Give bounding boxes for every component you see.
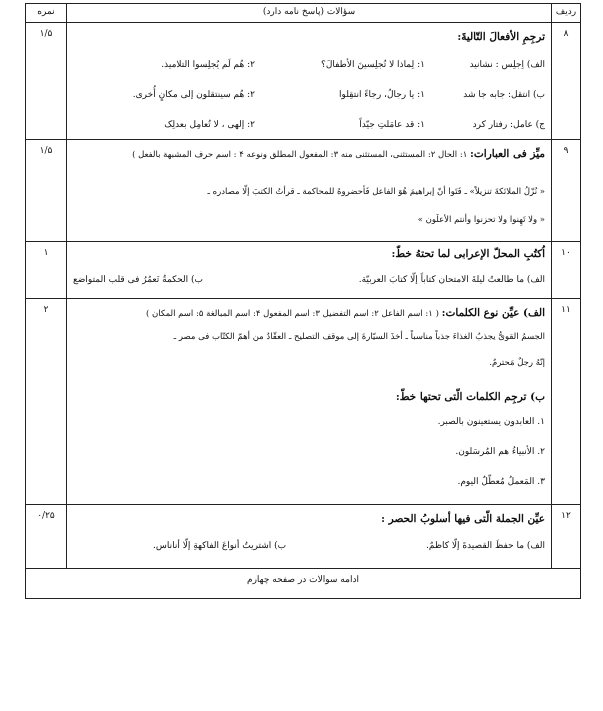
q10-option-b: ب) الحکمةُ تَعمُرُ فی قلب المتواضع <box>73 275 204 285</box>
q8-row-c <box>73 120 545 130</box>
q8-b-label: ب) انتقل: جابه جا شد <box>463 90 545 100</box>
q11-line-1: الجسمُ القویُّ یجذبُ الغذاءَ جذباً مناسباً ـ أخذَ السیّارةَ إلی موقف التصلیح ـ العقّادُ من أهمّ الکتّاب فی مصر ـ <box>173 332 545 342</box>
question-score: ۱/۵ <box>39 146 53 156</box>
q8-b-item1: ۱: یا رجالُ، رجاءً انتقِلوا <box>339 90 425 100</box>
q11-instructions: ( ۱: اسم الفاعل ۲: اسم التفضیل ۳: اسم المفعول ۴: اسم المبالغة ۵: اسم المکان ) <box>146 309 439 319</box>
question-number: ۱۱ <box>561 305 571 315</box>
question-title: الف) عیِّن نوع الکلمات: <box>441 307 545 319</box>
question-score: ۱/۵ <box>39 29 53 39</box>
questions-header: سؤالات (پاسخ نامه دارد) <box>262 7 356 17</box>
row-header: ردیف <box>555 7 577 17</box>
q12-option-b: ب) اشتریتُ أنواعَ الفاکهةِ إلّا أناناس. <box>153 541 287 551</box>
score-header: نمره <box>37 7 55 17</box>
question-9 <box>26 140 580 242</box>
question-number: ۱۰ <box>561 248 571 258</box>
question-score: ۲ <box>43 305 49 315</box>
q11-title-b: ب) ترجِم الکلمات الّتی تحتها خطّ: <box>395 391 545 403</box>
q8-c-item1: ۱: قد عامَلتِ جیّداً <box>359 120 425 130</box>
question-score: ۰/۲۵ <box>37 511 55 521</box>
question-title: میِّز فی العبارات: <box>470 148 545 160</box>
q12-options <box>73 541 545 551</box>
question-title: اُکتُبِ المحلّ الإعرابی لما تحتهُ خطّ: <box>391 248 545 260</box>
q8-a-label: الف) اِجلِس : نشانید <box>469 60 545 70</box>
q8-c-label: ج) عامل: رفتار کرد <box>472 120 545 130</box>
q10-options <box>73 275 545 285</box>
q9-line-2: « ولا تَهِنوا ولا تحزنوا وأنتم الأعلَون » <box>417 215 545 225</box>
q8-a-item2: ۲: هُم لَم یُجلِسوا التلامیذ. <box>161 60 255 70</box>
q8-a-item1: ۱: لِماذا لا تُجلِسینَ الأطفالَ؟ <box>321 60 425 70</box>
question-number: ۸ <box>563 29 569 39</box>
q10-option-a: الف) ما طالعتُ لیلةَ الامتحان کتاباً إلّا کتابَ العربیّة. <box>358 275 545 285</box>
continuation-note: ادامه سوالات در صفحه چهارم <box>247 575 359 585</box>
question-body <box>67 299 551 504</box>
q9-title-line <box>73 148 545 160</box>
q11-title-line <box>73 307 545 319</box>
q8-c-item2: ۲: إلهی ، لا تُعامِل بعدلِک <box>164 120 255 130</box>
q9-line-1: « نُزّلُ الملائکةَ تنزیلاً» ـ فَتَوا أنّ إبراهیمَ هُوَ الفاعل فَأحضروهُ للمحاکمة ـ قرأتُ الکتبَ إلّا مصادره ـ <box>207 187 545 197</box>
question-11 <box>26 299 580 505</box>
q11-line-2: إنّهُ رجلٌ مَحترمٌ. <box>489 358 545 368</box>
q8-b-item2: ۲: هُم سینتقلون إلی مکانٍ أُخری. <box>132 90 255 100</box>
question-number: ۱۲ <box>561 511 571 521</box>
footer-row <box>26 569 580 599</box>
question-body <box>67 140 551 241</box>
question-body <box>67 242 551 298</box>
q11-b-item-3: ۳. المَعملُ مُعطّلٌ الیوم. <box>457 477 545 487</box>
q8-row-b <box>73 90 545 100</box>
question-12 <box>26 505 580 569</box>
question-body <box>67 23 551 139</box>
header-row <box>26 4 580 23</box>
question-score: ۱ <box>43 248 49 258</box>
question-body <box>67 505 551 568</box>
q8-row-a <box>73 60 545 70</box>
q11-b-item-1: ۱. العابدون یستعینون بالصبر. <box>437 417 545 427</box>
question-10 <box>26 242 580 299</box>
q12-option-a: الف) ما حفظَ القصیدةَ إلّا کاظمٌ. <box>425 541 545 551</box>
exam-sheet <box>25 3 581 599</box>
question-title: ترجِمِ الأفعالَ التّالیةَ: <box>457 31 545 43</box>
q9-instructions: ۱: الحال ۲: المستثنی، المستثنی منه ۳: المفعول المطلق ونوعه ۴ : اسم حرف المشبهة بالفعل ) <box>132 150 468 160</box>
question-number: ۹ <box>563 146 569 156</box>
question-8 <box>26 23 580 140</box>
q11-b-item-2: ۲. الأنبیاءُ هم المُرسَلون. <box>455 447 545 457</box>
question-title: عیِّن الجملة الّتی فیها أسلوبُ الحصر : <box>381 513 545 525</box>
